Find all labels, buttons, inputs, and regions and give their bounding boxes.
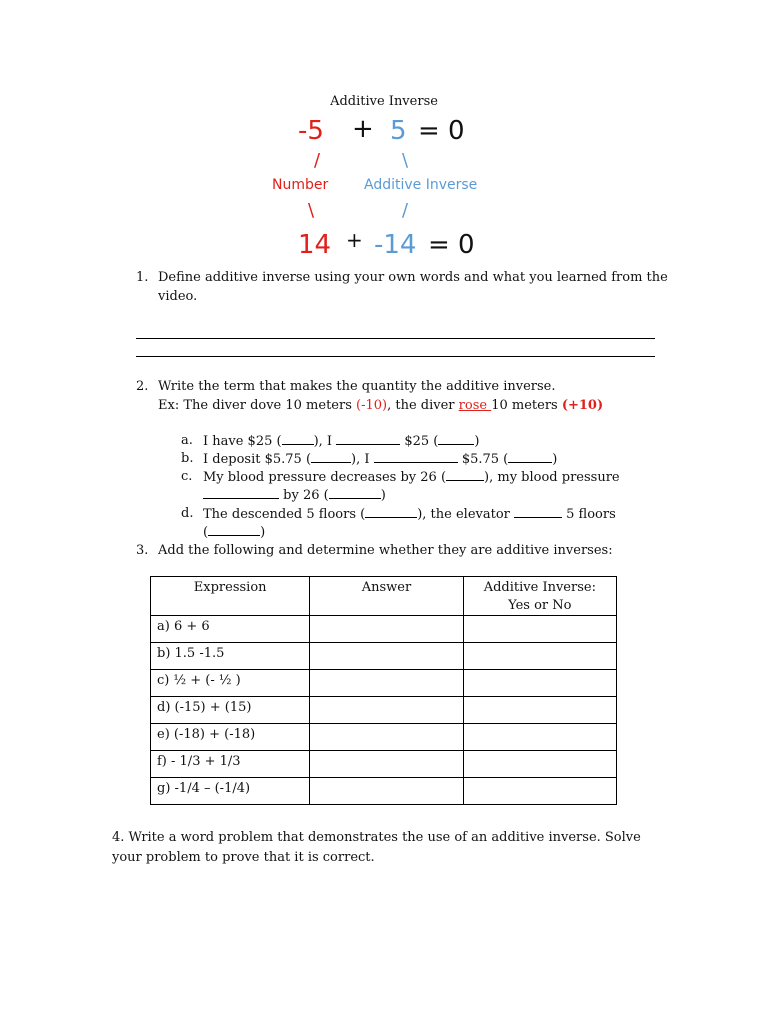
q2d-text-3: 5 floors xyxy=(566,507,616,522)
additive-inverse-figure xyxy=(268,112,498,262)
answer-cell[interactable] xyxy=(310,670,463,697)
q2-ex-negative: (-10) xyxy=(356,398,388,413)
yes-no-cell[interactable] xyxy=(463,724,616,751)
q2b-text-1: I deposit $5.75 ( xyxy=(203,452,312,467)
q4-line2: your problem to prove that it is correct. xyxy=(112,850,375,865)
q2c-blank-3[interactable] xyxy=(329,485,381,499)
fig-slash-tl: / xyxy=(314,150,321,171)
fig-slash-tr: \ xyxy=(402,150,409,171)
fig-label-number: Number xyxy=(272,177,329,193)
header-answer: Answer xyxy=(310,577,463,616)
expression-cell: b) 1.5 -1.5 xyxy=(151,643,310,670)
answer-cell[interactable] xyxy=(310,697,463,724)
q1-line2: video. xyxy=(158,289,198,304)
table-row xyxy=(151,616,617,643)
table-row xyxy=(151,670,617,697)
fig-row1-equals: = 0 xyxy=(418,116,465,146)
q2b-text-4: ) xyxy=(552,452,558,467)
q2b-text-2: ), I xyxy=(351,452,370,467)
q2a-text-2: ), I xyxy=(313,434,333,449)
fig-label-inverse: Additive Inverse xyxy=(364,177,478,193)
yes-no-cell[interactable] xyxy=(463,697,616,724)
q3-table xyxy=(150,576,617,805)
table-row xyxy=(151,778,617,805)
yes-no-cell[interactable] xyxy=(463,616,616,643)
q2d-blank-1[interactable] xyxy=(365,504,417,518)
header-additive-inverse xyxy=(463,577,616,616)
q2d-text-2: ), the elevator xyxy=(417,507,510,522)
answer-cell[interactable] xyxy=(310,643,463,670)
expression-cell: g) -1/4 – (-1/4) xyxy=(151,778,310,805)
q2c-text-2: ), my blood pressure xyxy=(484,470,620,485)
fig-row2-plus: + xyxy=(346,228,363,252)
fig-row2-number: 14 xyxy=(298,230,332,260)
answer-cell[interactable] xyxy=(310,751,463,778)
table-row xyxy=(151,724,617,751)
q2d-item-line2 xyxy=(203,522,265,543)
yes-no-cell[interactable] xyxy=(463,751,616,778)
q2b-blank-3[interactable] xyxy=(508,449,552,463)
q2a-blank-3[interactable] xyxy=(438,431,474,445)
q2d-text-1: The descended 5 floors ( xyxy=(203,507,366,522)
q2a-text-1: I have $25 ( xyxy=(203,434,282,449)
page-title: Additive Inverse xyxy=(330,94,438,109)
q2-example xyxy=(158,396,603,416)
q2-number: 2. xyxy=(136,379,149,394)
q2a-text-4: ) xyxy=(474,434,480,449)
table-row xyxy=(151,697,617,724)
answer-cell[interactable] xyxy=(310,724,463,751)
q2b-text-3: $5.75 ( xyxy=(461,452,509,467)
q2c-item-line2 xyxy=(203,485,386,506)
q1-line1: Define additive inverse using your own words and what you learned from the xyxy=(158,270,668,285)
q2d-text-4: ( xyxy=(203,525,209,540)
q2c-text-3: by 26 ( xyxy=(283,488,329,503)
fig-row2-equals: = 0 xyxy=(428,230,475,260)
fig-row1-inverse: 5 xyxy=(390,116,407,146)
answer-cell[interactable] xyxy=(310,778,463,805)
fig-slash-br: / xyxy=(402,200,409,221)
q2a-text-3: $25 ( xyxy=(404,434,439,449)
q2c-text-1: My blood pressure decreases by 26 ( xyxy=(203,470,447,485)
table-row xyxy=(151,643,617,670)
q3-number: 3. xyxy=(136,543,149,558)
q3-text: Add the following and determine whether they are additive inverses: xyxy=(158,543,613,558)
q2a-blank-1[interactable] xyxy=(282,431,314,445)
q2d-blank-3[interactable] xyxy=(208,522,260,536)
q1-number: 1. xyxy=(136,270,149,285)
expression-cell: f) - 1/3 + 1/3 xyxy=(151,751,310,778)
q2-ex-prefix: Ex: The diver dove 10 meters xyxy=(158,398,357,413)
table-header-row xyxy=(151,577,617,616)
expression-cell: e) (-18) + (-18) xyxy=(151,724,310,751)
header-additive-inverse-line2: Yes or No xyxy=(508,598,572,613)
q2a-blank-2[interactable] xyxy=(336,431,400,445)
q2-text: Write the term that makes the quantity the additive inverse. xyxy=(158,379,556,394)
q2-ex-after: 10 meters xyxy=(491,398,562,413)
header-additive-inverse-line1: Additive Inverse: xyxy=(483,580,596,595)
q2c-letter: c. xyxy=(181,469,193,484)
expression-cell: a) 6 + 6 xyxy=(151,616,310,643)
fig-row2-inverse: -14 xyxy=(374,230,417,260)
fig-slash-bl: \ xyxy=(308,200,315,221)
fig-row1-plus: + xyxy=(352,114,374,144)
expression-cell: c) ½ + (- ½ ) xyxy=(151,670,310,697)
q2b-letter: b. xyxy=(181,451,194,466)
expression-cell: d) (-15) + (15) xyxy=(151,697,310,724)
q1-answer-line-1[interactable] xyxy=(136,338,655,339)
q2d-text-5: ) xyxy=(260,525,266,540)
q2b-blank-2[interactable] xyxy=(374,449,458,463)
q1-answer-line-2[interactable] xyxy=(136,356,655,357)
q2c-blank-1[interactable] xyxy=(446,467,484,481)
q2-ex-rose: rose xyxy=(458,398,492,413)
fig-row1-number: -5 xyxy=(298,116,324,146)
q2b-blank-1[interactable] xyxy=(311,449,351,463)
table-row xyxy=(151,751,617,778)
q2d-letter: d. xyxy=(181,506,194,521)
yes-no-cell[interactable] xyxy=(463,643,616,670)
yes-no-cell[interactable] xyxy=(463,778,616,805)
q2-ex-mid: , the diver xyxy=(387,398,459,413)
answer-cell[interactable] xyxy=(310,616,463,643)
q2d-blank-2[interactable] xyxy=(514,504,562,518)
q2c-text-4: ) xyxy=(380,488,386,503)
yes-no-cell[interactable] xyxy=(463,670,616,697)
q2c-blank-2[interactable] xyxy=(203,485,279,499)
q2-ex-positive: (+10) xyxy=(561,398,604,413)
q2a-letter: a. xyxy=(181,433,193,448)
q4-line1: 4. Write a word problem that demonstrates the use of an additive inverse. Solve xyxy=(112,830,641,845)
header-expression: Expression xyxy=(151,577,310,616)
